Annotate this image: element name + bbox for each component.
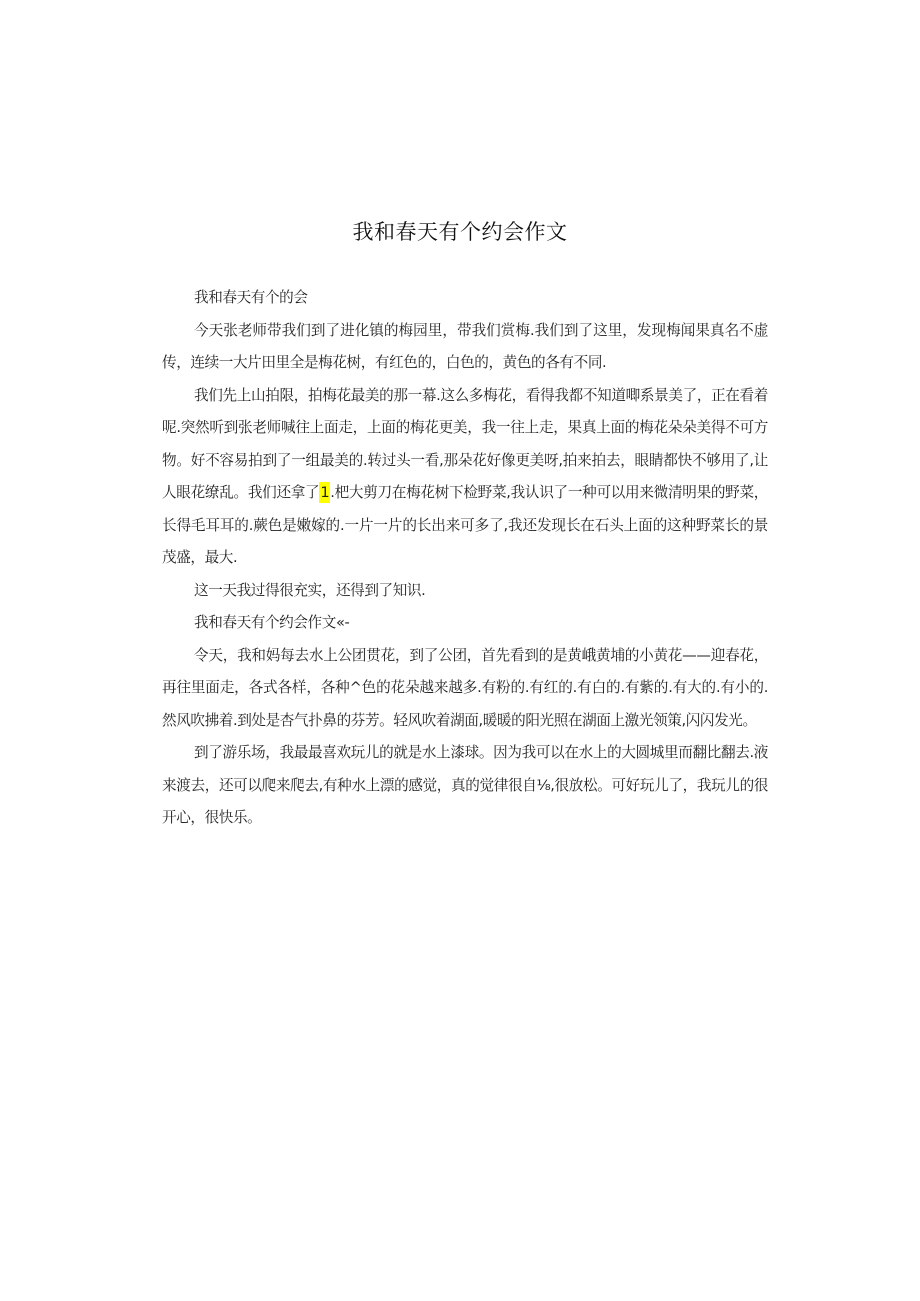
paragraph [162, 575, 768, 608]
paragraph-text: 我和春天有个约会作文«- [194, 614, 350, 631]
highlighted-text: 1 [320, 484, 330, 501]
paragraph-text: 我们先上山拍限，拍梅花最美的那一幕.这么多梅花，看得我都不知道唧系景美了，正在看着呢.突然听到张老师喊往上面走，上面的梅花更美，我一往上走，果真上面的梅花朵朵美得不可方物。好不容易拍到了一组最美的.转过头一看,那朵花好像更美呀,拍来拍去，眼睛都快不够用了,让人眼花缭乱。我们还拿了 [162, 386, 768, 501]
paragraph-text: .杷大剪刀在梅花树下检野菜,我认识了一种可以用来微清明果的野菜，长得毛耳耳的.蕨色是嫩嫁的.一片一片的长出来可多了,我还发现长在石头上面的这种野菜长的景茂盛，最大. [162, 484, 768, 566]
paragraph-text: 我和春天有个的会 [194, 289, 308, 306]
paragraph-text: 到了游乐场，我最最喜欢玩儿的就是水上漆球。因为我可以在水上的大圆城里而翻比翻去.液来渡去，还可以爬来爬去,有种水上漂的感觉，真的觉律很自⅛,很放松。可好玩儿了，我玩儿的很开心，很快乐。 [162, 744, 768, 826]
document-body [162, 282, 768, 835]
paragraph-text: 今天张老师带我们到了进化镇的梅园里，带我们赏梅.我们到了这里，发现梅闻果真名不虚传，连续一大片田里全是梅花树，有红色的，白色的，黄色的各有不同. [162, 321, 768, 371]
paragraph-text: 令天，我和妈每去水上公团贯花，到了公团，首先看到的是黄峨黄埔的小黄花——迎春花，再往里面走，各式各样，各种^色的花朵越来越多.有粉的.有红的.有白的.有紫的.有大的.有小的.然风吹拂着.到处是杏气扑鼻的芬芳。轻风吹着湖面,暖暖的阳光照在湖面上激光领策,闪闪发光。 [162, 646, 768, 729]
paragraph [162, 380, 768, 575]
document-title: 我和春天有个约会作文 [352, 220, 568, 244]
paragraph-subtitle [162, 282, 768, 315]
paragraph [162, 315, 768, 380]
paragraph [162, 640, 768, 738]
paragraph [162, 737, 768, 835]
paragraph-subtitle [162, 607, 768, 640]
paragraph-text: 这一天我过得很充实，还得到了知识. [194, 581, 426, 599]
